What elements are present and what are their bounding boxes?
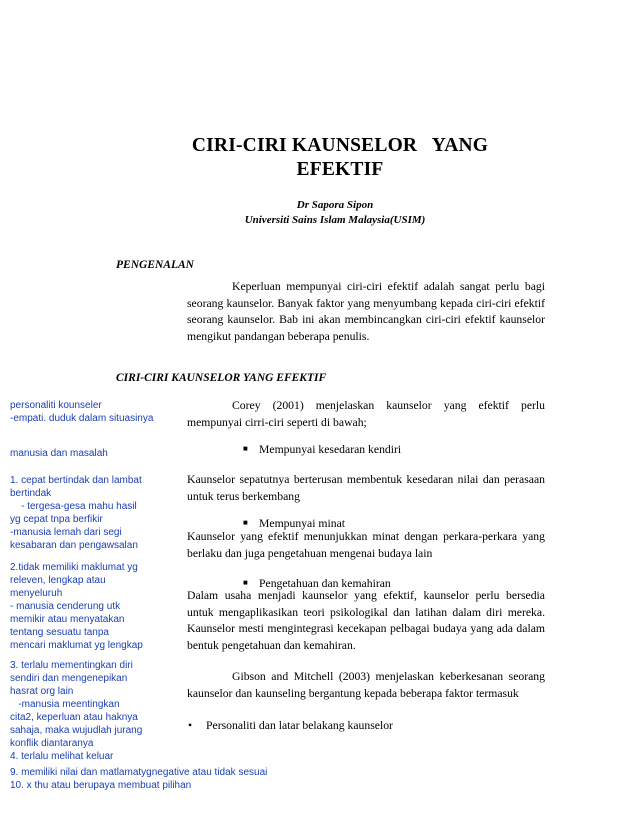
author-block — [200, 198, 470, 228]
author-name: Dr Sapora Sipon — [296, 199, 374, 211]
bullet-item-3-text: Dalam usaha menjadi kaunselor yang efektif, kaunselor perlu bersedia untuk mengaplikasikan teori psikologikal dan latihan dalam diri mereka. Kaunselor mesti mengintegrasi kecekapan pelbagai budaya yang ada dalam bentuk pengetahuan dan kemahiran. — [187, 589, 545, 652]
margin-note-5: 3. terlalu mementingkan diri sendiri dan mengenepikan hasrat org lain -manusia meentingkan cita2, keperluan atau haknya sahaja, maka wujudlah jurang konflik diantaranya 4. terlalu melihat keluar — [10, 660, 143, 762]
bullet-item-2-text: Kaunselor yang efektif menunjukkan minat dengan perkara-perkara yang berlaku dan juga pengetahuan mengenai budaya lain — [187, 530, 545, 560]
document-title — [160, 134, 520, 182]
corey-paragraph: Corey (2001) menjelaskan kaunselor yang efektif perlu mempunyai cirri-ciri seperti di bawah; — [187, 399, 545, 429]
title-line-2: EFEKTIF — [296, 159, 384, 180]
margin-note-6: 9. memiliki nilai dan matlamatygnegative atau tidak sesuai 10. x thu atau berupaya membuat pilihan — [10, 767, 268, 791]
square-bullet-icon: ■ — [243, 444, 248, 453]
intro-heading: PENGENALAN — [116, 259, 194, 271]
bullet-item-2-label: Mempunyai minat — [259, 517, 346, 530]
margin-note-3: 1. cepat bertindak dan lambat bertindak - tergesa-gesa mahu hasil yg cepat tnpa berfikir -manusia lemah dari segi kesabaran dan pengawsalan — [10, 475, 142, 551]
title-line-1: CIRI-CIRI KAUNSELOR YANG — [191, 135, 489, 156]
bullet-item-1-text: Kaunselor sepatutnya berterusan membentuk kesedaran nilai dan perasaan untuk terus berkembang — [187, 473, 545, 503]
round-bullet-icon: • — [188, 719, 193, 732]
bullet-item-1-label: Mempunyai kesedaran kendiri — [259, 443, 402, 456]
gibson-paragraph: Gibson and Mitchell (2003) menjelaskan keberkesanan seorang kaunselor dan kaunseling bergantung kepada beberapa faktor termasuk — [187, 670, 545, 700]
main-heading: CIRI-CIRI KAUNSELOR YANG EFEKTIF — [116, 372, 327, 384]
intro-paragraph: Keperluan mempunyai ciri-ciri efektif adalah sangat perlu bagi seorang kaunselor. Banyak faktor yang menyumbang kepada ciri-ciri efektif seorang kaunselor. Bab ini akan membincangkan ciri-ciri efektif kaunselor mengikut pandangan beberapa penulis. — [187, 280, 545, 343]
margin-note-1: personaliti kounseler -empati. duduk dalam situasinya — [10, 400, 154, 424]
square-bullet-icon: ■ — [243, 578, 248, 587]
square-bullet-icon: ■ — [243, 518, 248, 527]
bullet-item-3-label: Pengetahuan dan kemahiran — [259, 577, 391, 590]
author-affiliation: Universiti Sains Islam Malaysia(USIM) — [244, 214, 426, 226]
margin-note-4: 2.tidak memiliki maklumat yg releven, lengkap atau menyeluruh - manusia cenderung utk memikir atau menyatakan tentang sesuatu tanpa mencari maklumat yg lengkap — [10, 562, 143, 651]
bullet-item-4-label: Personaliti dan latar belakang kaunselor — [206, 719, 393, 732]
margin-note-2: manusia dan masalah — [10, 448, 108, 459]
bullet-item-1 — [243, 441, 401, 458]
bullet-item-4 — [188, 718, 393, 734]
